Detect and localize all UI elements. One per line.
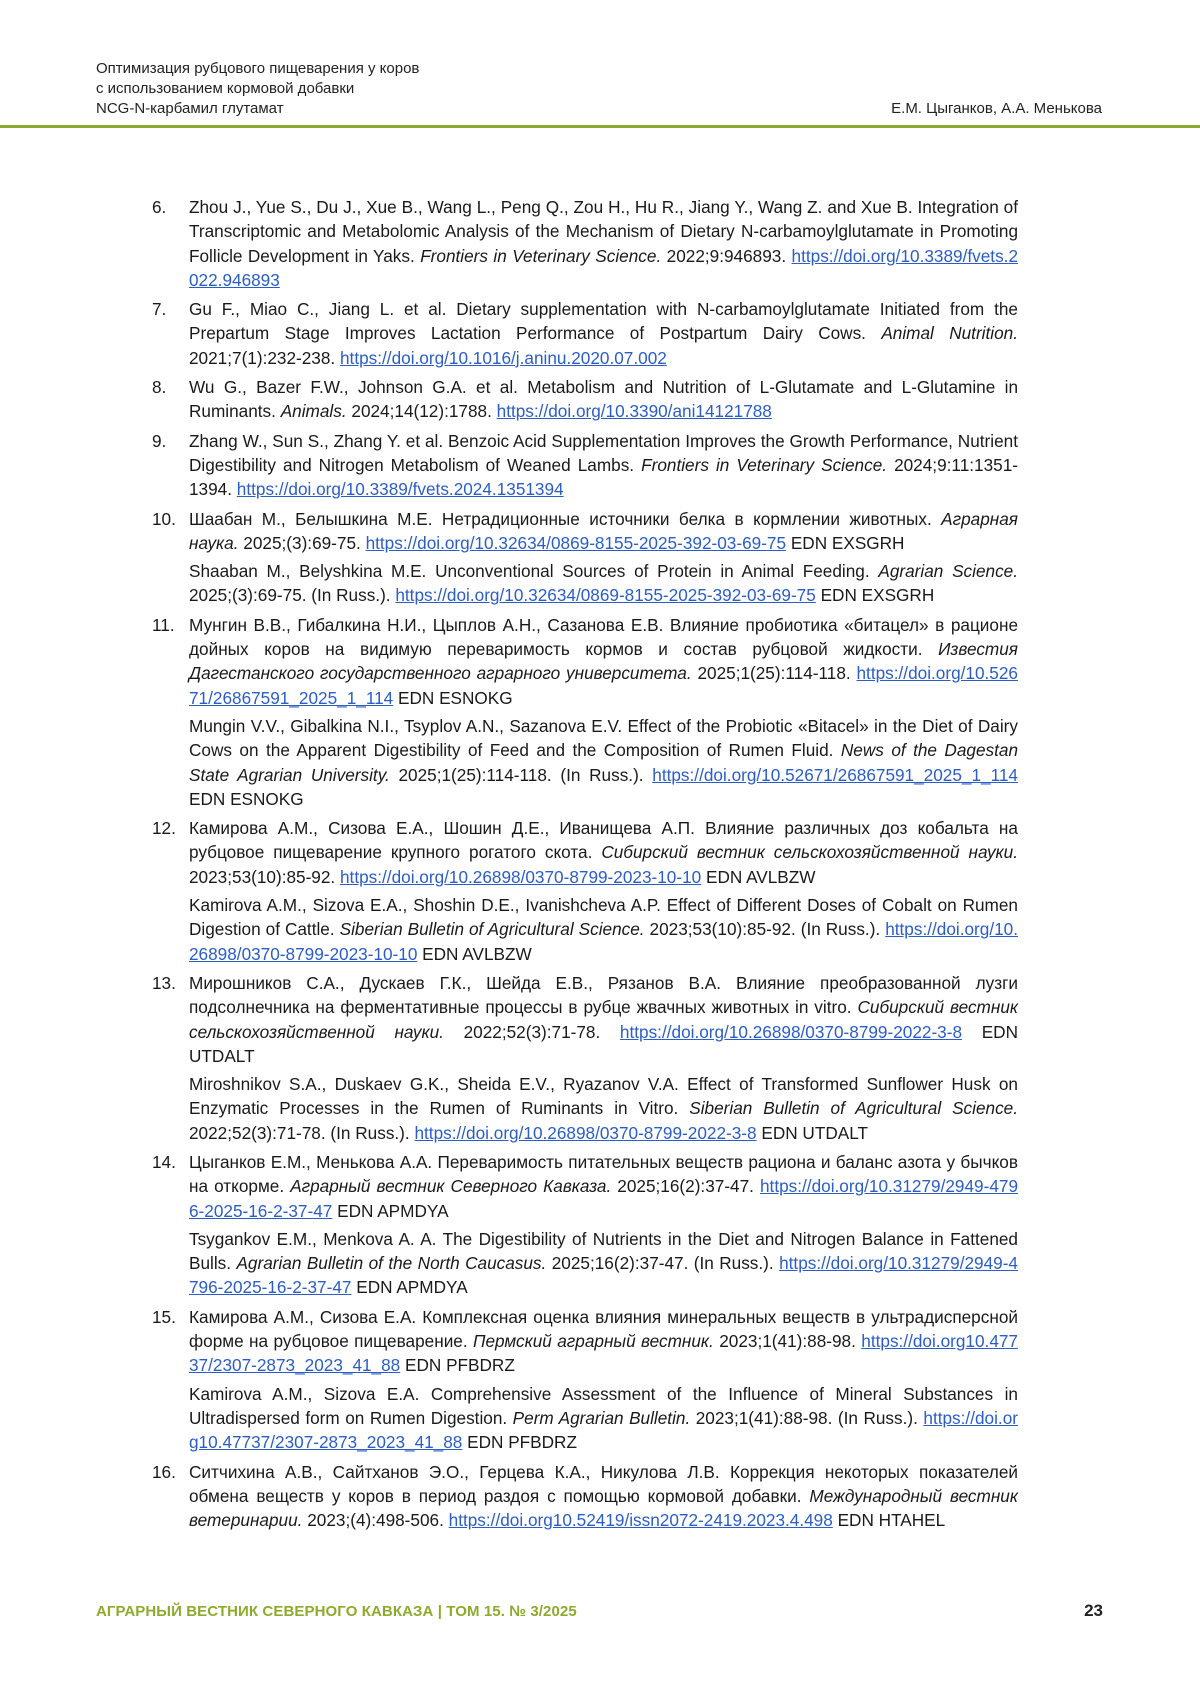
doi-link[interactable]: https://doi.org/10.26898/0370-8799-2022-3-8 [414, 1122, 757, 1143]
reference-number: 16. [152, 1461, 176, 1482]
doi-link[interactable]: https://doi.org/10.3390/ani14121788 [496, 401, 772, 422]
page-header [0, 0, 1200, 128]
doi-link[interactable]: https://doi.org/10.1016/j.aninu.2020.07.002 [339, 347, 667, 368]
reference-number: 7. [152, 299, 167, 320]
reference-journal: Siberian Bulletin of Agricultural Science. [689, 1098, 1018, 1119]
reference-journal: Известия Дагестанского государственного аграрного университета. [189, 639, 1018, 684]
reference-translation [189, 1227, 1018, 1300]
reference-edn: EDN AVLBZW [701, 866, 816, 887]
reference-journal: Пермский аграрный вестник. [473, 1331, 714, 1352]
doi-link[interactable]: https://doi.org/10.31279/2949-4796-2025-16-2-37-47 [189, 1176, 1019, 1221]
reference-item [152, 816, 1018, 966]
reference-citation: 2025;16(2):37-47. [611, 1176, 760, 1197]
reference-item [152, 507, 1018, 608]
reference-citation: 2023;1(41):88-98. (In Russ.). [690, 1407, 924, 1428]
running-title-line: с использованием кормовой добавки [96, 80, 355, 97]
reference-authors-title: Мунгин В.В., Гибалкина Н.И., Цыплов А.Н., Сазанова Е.В. Влияние пробиотика «битацел» в рационе дойных коров на видимую переваримость кормов и состав рубцовой жидкости. [189, 614, 1018, 660]
reference-translation [189, 714, 1018, 811]
reference-number: 8. [152, 377, 167, 398]
reference-item [152, 429, 1018, 502]
reference-edn: EDN PFBDRZ [462, 1432, 577, 1453]
reference-item [152, 195, 1018, 292]
reference-citation: 2025;1(25):114-118. (In Russ.). [389, 764, 653, 785]
reference-edn: EDN EXSGRH [815, 585, 935, 606]
reference-citation: 2025;1(25):114-118. [691, 663, 857, 684]
reference-original [189, 375, 1018, 424]
reference-original [189, 816, 1018, 889]
reference-number: 9. [152, 430, 167, 451]
reference-number: 15. [152, 1306, 176, 1327]
reference-translation [189, 559, 1018, 608]
reference-edn: EDN HTAHEL [832, 1510, 946, 1531]
reference-journal: Сибирский вестник сельскохозяйственной науки. [189, 997, 1018, 1042]
reference-citation: 2023;53(10):85-92. [189, 866, 340, 887]
reference-citation: 2022;9:946893. [661, 245, 792, 266]
reference-original [189, 1460, 1018, 1533]
reference-number: 12. [152, 818, 176, 839]
reference-authors-title: Mungin V.V., Gibalkina N.I., Tsyplov A.N., Sazanova E.V. Effect of the Probiotic «Bitacel» in the Diet of Dairy Cows on the Apparent Digestibility of Feed and the Composition of Rumen Fluid. [189, 715, 1018, 761]
reference-number: 11. [152, 614, 175, 635]
doi-link[interactable]: https://doi.org10.52419/issn2072-2419.2023.4.498 [448, 1510, 833, 1531]
reference-authors-title: Kamirova A.M., Sizova E.A., Shoshin D.E., Ivanishcheva A.P. Effect of Different Doses of Cobalt on Rumen Digestion of Cattle. [189, 895, 1018, 940]
reference-item [152, 375, 1018, 424]
running-title-line: Оптимизация рубцового пищеварения у коров [96, 60, 420, 77]
reference-translation [189, 1382, 1018, 1455]
reference-citation: 2023;1(41):88-98. [713, 1331, 862, 1352]
reference-authors-title: Gu F., Miao C., Jiang L. et al. Dietary supplementation with N-carbamoylglutamate Initiated from the Prepartum Stage Improves Lactation Performance of Postpartum Dairy Cows. [189, 299, 1018, 344]
reference-authors-title: Zhou J., Yue S., Du J., Xue B., Wang L., Peng Q., Zou H., Hu R., Jiang Y., Wang Z. and Xue B. Integration of Transcriptomic and Metabolomic Analysis of the Mechanism of Dietary N-carbamoylglutamate in Promoting Follicle Development in Yaks. [189, 197, 1018, 266]
reference-translation [189, 1072, 1018, 1145]
doi-link[interactable]: https://doi.org10.47737/2307-2873_2023_41_88 [189, 1331, 1018, 1376]
reference-edn: EDN APMDYA [332, 1200, 449, 1221]
footer-journal-name: АГРАРНЫЙ ВЕСТНИК СЕВЕРНОГО КАВКАЗА | ТОМ 15. № 3/2025 [96, 1603, 577, 1620]
reference-item [152, 297, 1018, 370]
reference-number: 14. [152, 1151, 176, 1172]
reference-authors-title: Shaaban M., Belyshkina M.E. Unconventional Sources of Protein in Animal Feeding. [189, 561, 879, 582]
doi-link[interactable]: https://doi.org/10.31279/2949-4796-2025-16-2-37-47 [189, 1253, 1018, 1298]
doi-link[interactable]: https://doi.org/10.26898/0370-8799-2023-10-10 [189, 919, 1018, 964]
reference-item [152, 1305, 1018, 1455]
reference-authors-title: Мирошников С.А., Дускаев Г.К., Шейда Е.В., Рязанов В.А. Влияние преобразованной лузги подсолнечника на ферментативные процессы в рубце жвачных животных in vitro. [189, 972, 1018, 1018]
reference-item [152, 1460, 1018, 1533]
reference-edn: EDN ESNOKG [189, 788, 304, 809]
reference-edn: EDN PFBDRZ [400, 1355, 515, 1376]
reference-journal: Agrarian Science. [878, 561, 1018, 582]
reference-authors-title: Miroshnikov S.A., Duskaev G.K., Sheida E.V., Ryazanov V.A. Effect of Transformed Sunflower Husk on Enzymatic Processes in the Rumen of Ruminants in Vitro. [189, 1074, 1018, 1119]
doi-link[interactable]: https://doi.org/10.26898/0370-8799-2022-3-8 [619, 1021, 963, 1042]
doi-link[interactable]: https://doi.org/10.32634/0869-8155-2025-392-03-69-75 [365, 532, 787, 553]
reference-number: 6. [152, 197, 167, 217]
reference-journal: Аграрная наука. [189, 508, 1018, 553]
running-title-line: NCG-N-карбамил глутамат [96, 100, 284, 117]
reference-journal: News of the Dagestan State Agrarian University. [189, 740, 1019, 785]
reference-journal: Perm Agrarian Bulletin. [512, 1407, 691, 1428]
reference-authors-title: Kamirova A.M., Sizova E.A. Comprehensive Assessment of the Influence of Mineral Substances in Ultradispersed form on Rumen Digestion. [189, 1383, 1018, 1428]
reference-citation: 2025;(3):69-75. [238, 532, 366, 553]
reference-number: 13. [152, 972, 176, 993]
reference-authors-title: Tsygankov E.M., Menkova A. A. The Digestibility of Nutrients in the Diet and Nitrogen Balance in Fattened Bulls. [189, 1228, 1018, 1274]
reference-citation: 2023;(4):498-506. [302, 1510, 449, 1531]
reference-citation: 2024;9:11:1351-1394. [189, 454, 1018, 500]
reference-original [189, 971, 1018, 1068]
reference-citation: 2021;7(1):232-238. [189, 347, 340, 368]
reference-edn: EDN EXSGRH [786, 532, 905, 553]
reference-edn: EDN ESNOKG [393, 687, 513, 708]
reference-authors-title: Шаабан М., Белышкина М.Е. Нетрадиционные источники белка в кормлении животных. [189, 508, 942, 529]
reference-authors-title: Ситчихина А.В., Сайтханов Э.О., Герцева К.А., Никулова Л.В. Коррекция некоторых показателей обмена веществ у коров в период раздоя с помощью кормовой добавки. [189, 1461, 1018, 1506]
doi-link[interactable]: https://doi.org/10.32634/0869-8155-2025-392-03-69-75 [395, 585, 816, 606]
reference-number: 10. [152, 508, 176, 529]
reference-journal: Siberian Bulletin of Agricultural Science. [339, 919, 645, 940]
reference-journal: Agrarian Bulletin of the North Caucasus. [236, 1253, 547, 1274]
reference-original [189, 297, 1018, 370]
doi-link[interactable]: https://doi.org/10.3389/fvets.2022.946893 [189, 245, 1018, 290]
reference-citation: 2022;52(3):71-78. (In Russ.). [189, 1122, 415, 1143]
running-authors: Е.М. Цыганков, А.А. Менькова [891, 100, 1102, 117]
reference-authors-title: Zhang W., Sun S., Zhang Y. et al. Benzoic Acid Supplementation Improves the Growth Performance, Nutrient Digestibility and Nitrogen Metabolism of Weaned Lambs. [189, 430, 1018, 475]
reference-translation [189, 893, 1018, 966]
reference-journal: Animals. [280, 401, 347, 422]
reference-original [189, 507, 1018, 556]
reference-list [152, 195, 1018, 1537]
reference-original [189, 613, 1018, 710]
reference-journal: Аграрный вестник Северного Кавказа. [290, 1176, 612, 1197]
reference-citation: 2025;16(2):37-47. (In Russ.). [546, 1253, 780, 1274]
reference-authors-title: Wu G., Bazer F.W., Johnson G.A. et al. Metabolism and Nutrition of L-Glutamate and L-Glutamine in Ruminants. [189, 377, 1018, 422]
reference-edn: EDN UTDALT [189, 1021, 1018, 1066]
header-divider [0, 125, 1200, 128]
reference-original [189, 195, 1018, 292]
running-title [96, 59, 419, 119]
reference-original [189, 1305, 1018, 1378]
reference-authors-title: Камирова А.М., Сизова Е.А., Шошин Д.Е., Иванищева А.П. Влияние различных доз кобальта на рубцовое пищеварение крупного рогатого скота. [189, 818, 1018, 863]
reference-citation: 2022;52(3):71-78. [443, 1021, 620, 1042]
doi-link[interactable]: https://doi.org/10.52671/26867591_2025_1_114 [652, 764, 1018, 785]
reference-citation: 2024;14(12):1788. [346, 401, 497, 422]
reference-edn: EDN AVLBZW [417, 943, 532, 964]
reference-citation: 2025;(3):69-75. (In Russ.). [189, 585, 396, 606]
reference-citation: 2023;53(10):85-92. (In Russ.). [644, 919, 886, 940]
reference-original [189, 1150, 1018, 1223]
doi-link[interactable]: https://doi.org10.47737/2307-2873_2023_41_88 [189, 1407, 1018, 1453]
reference-journal: Frontiers in Veterinary Science. [420, 245, 662, 266]
doi-link[interactable]: https://doi.org/10.26898/0370-8799-2023-10-10 [339, 866, 702, 887]
page-number: 23 [1084, 1601, 1103, 1620]
reference-journal: Animal Nutrition. [881, 323, 1018, 344]
reference-item [152, 613, 1018, 811]
reference-authors-title: Цыганков Е.М., Менькова А.А. Переваримость питательных веществ рациона и баланс азота у бычков на откорме. [189, 1151, 1018, 1197]
reference-edn: EDN APMDYA [351, 1277, 468, 1298]
reference-authors-title: Камирова А.М., Сизова Е.А. Комплексная оценка влияния минеральных веществ в ультрадисперсной форме на рубцовое пищеварение. [189, 1306, 1018, 1352]
reference-item [152, 1150, 1018, 1300]
doi-link[interactable]: https://doi.org/10.3389/fvets.2024.1351394 [236, 479, 564, 500]
reference-journal: Сибирский вестник сельскохозяйственной науки. [601, 842, 1019, 863]
doi-link[interactable]: https://doi.org/10.52671/26867591_2025_1_114 [189, 663, 1018, 708]
reference-journal: Frontiers in Veterinary Science. [641, 454, 888, 475]
reference-journal: Международный вестник ветеринарии. [189, 1485, 1018, 1531]
reference-original [189, 429, 1018, 502]
reference-edn: EDN UTDALT [756, 1122, 868, 1143]
reference-item [152, 971, 1018, 1145]
